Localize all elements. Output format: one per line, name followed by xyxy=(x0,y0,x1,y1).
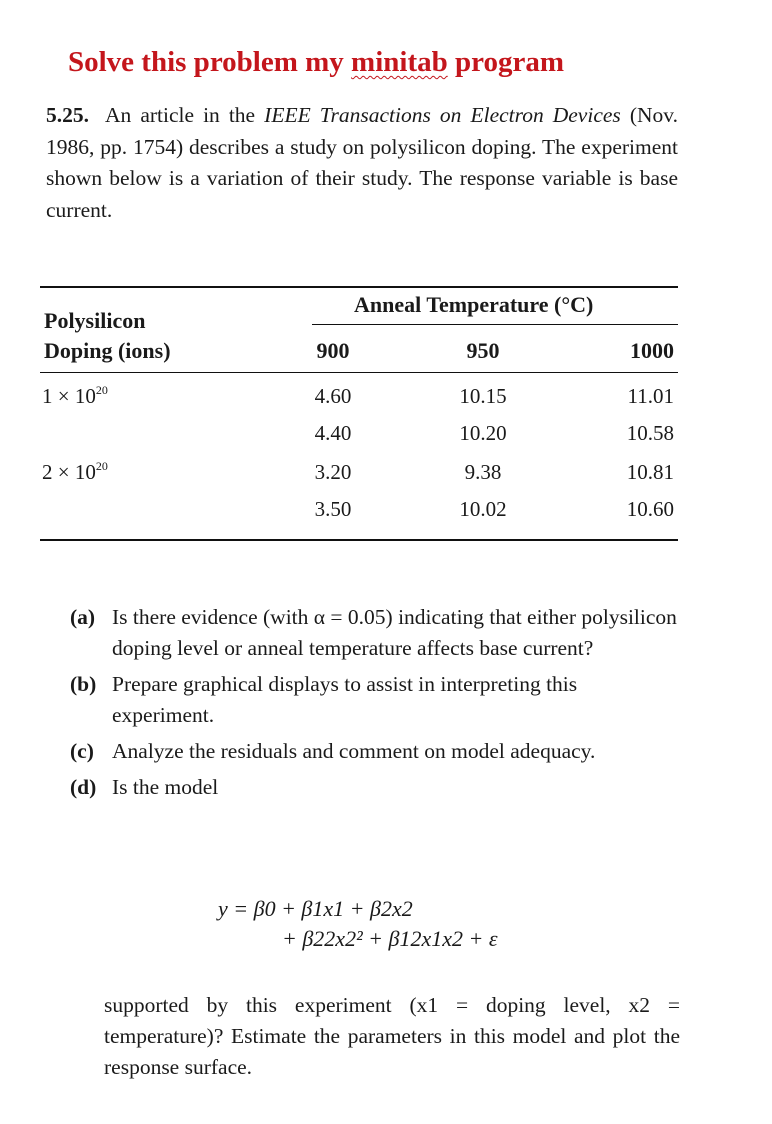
row-header-line2: Doping (ions) xyxy=(44,338,171,363)
problem-statement xyxy=(46,100,678,226)
row-header-line1: Polysilicon xyxy=(44,308,146,333)
doping-level-2-exp: 20 xyxy=(95,459,108,473)
column-group-rule xyxy=(312,324,678,325)
question-text: Is the model xyxy=(112,775,219,799)
table-cell: 10.20 xyxy=(459,421,507,445)
problem-text-a: An article in the xyxy=(105,103,265,127)
question-text: Is there evidence (with α = 0.05) indicating that either polysilicon doping level or anneal temperature affects base current? xyxy=(112,605,677,660)
table-bottom-rule xyxy=(40,539,678,541)
question-text: Prepare graphical displays to assist in interpreting this experiment. xyxy=(112,672,578,727)
question-item xyxy=(70,602,680,664)
column-header-1000: 1000 xyxy=(630,338,674,363)
table-cell: 4.40 xyxy=(314,421,352,445)
table-cell: 10.81 xyxy=(626,460,674,484)
journal-name: IEEE Transactions on Electron Devices xyxy=(264,103,621,127)
column-group-header: Anneal Temperature (°C) xyxy=(354,292,594,317)
equation-line-2: + β22x2² + β12x1x2 + ε xyxy=(282,926,498,951)
page-title xyxy=(68,46,564,79)
question-label: (c) xyxy=(70,739,94,763)
problem-text-b: (Nov. 1986, pp. 1754) describes a study on polysilicon doping. The experiment shown below is a variation of their study. The response variable is base current. xyxy=(46,103,678,222)
doping-level-1-exp: 20 xyxy=(95,383,108,397)
column-header-900: 900 xyxy=(316,338,350,363)
table-cell: 10.60 xyxy=(626,497,674,521)
doping-level-2 xyxy=(42,460,108,485)
doping-level-1-mantissa: 1 × 10 xyxy=(42,384,96,408)
table-cell: 11.01 xyxy=(627,384,674,408)
column-header-950: 950 xyxy=(466,338,500,363)
doping-level-2-mantissa: 2 × 10 xyxy=(42,460,96,484)
table-cell: 3.50 xyxy=(314,497,352,521)
question-item xyxy=(70,736,680,767)
title-suffix: program xyxy=(447,46,564,78)
table-cell: 4.60 xyxy=(314,384,352,408)
question-list xyxy=(70,602,680,808)
table-cell: 3.20 xyxy=(314,460,352,484)
table-cell: 9.38 xyxy=(464,460,502,484)
table-cell: 10.02 xyxy=(459,497,507,521)
question-label: (a) xyxy=(70,605,96,629)
table-top-rule xyxy=(40,286,678,288)
title-prefix: Solve this problem my xyxy=(68,46,352,78)
doping-level-1 xyxy=(42,384,108,409)
table-header-rule xyxy=(40,372,678,373)
question-item xyxy=(70,669,680,731)
question-label: (d) xyxy=(70,775,97,799)
closing-text: supported by this experiment (x1 = doping level, x2 = temperature)? Estimate the parameters in this model and plot the response surface. xyxy=(104,993,680,1079)
equation-line-1: y = β0 + β1x1 + β2x2 xyxy=(218,896,413,921)
title-wavy-word: minitab xyxy=(351,46,448,78)
question-label: (b) xyxy=(70,672,97,696)
table-cell: 10.15 xyxy=(459,384,507,408)
problem-number: 5.25. xyxy=(46,103,89,127)
question-text: Analyze the residuals and comment on model adequacy. xyxy=(112,739,596,763)
question-item xyxy=(70,772,680,803)
table-cell: 10.58 xyxy=(626,421,674,445)
